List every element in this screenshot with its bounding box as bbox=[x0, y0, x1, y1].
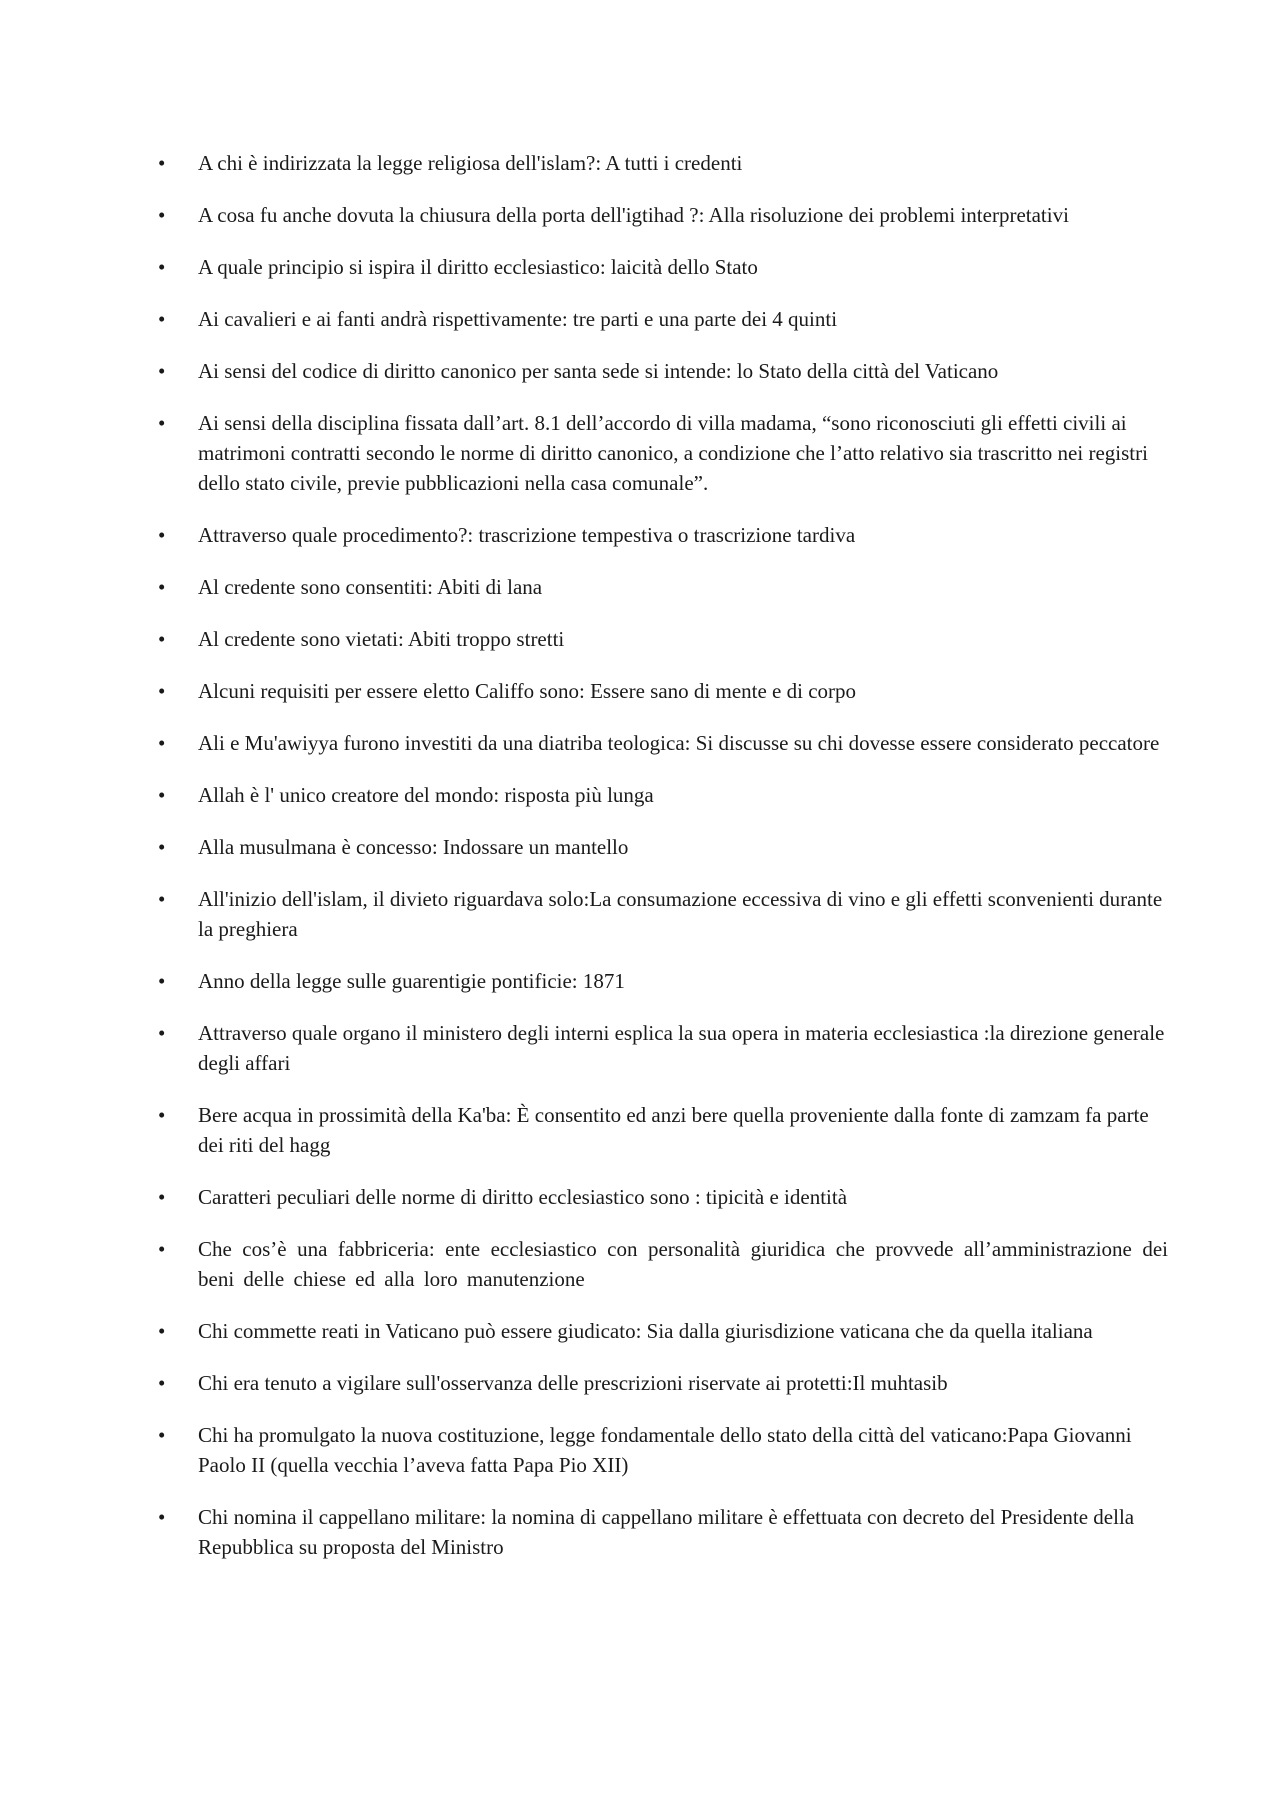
list-item bbox=[158, 1018, 1168, 1078]
list-item-text: Chi commette reati in Vaticano può essere giudicato: Sia dalla giurisdizione vaticana che da quella italiana bbox=[198, 1319, 1093, 1343]
bullet-icon: • bbox=[158, 1021, 166, 1045]
list-item bbox=[158, 408, 1168, 498]
list-item-text: A quale principio si ispira il diritto ecclesiastico: laicità dello Stato bbox=[198, 255, 758, 279]
bullet-icon: • bbox=[158, 887, 166, 911]
bullet-icon: • bbox=[158, 1423, 166, 1447]
list-item bbox=[158, 1182, 1168, 1212]
list-item bbox=[158, 1420, 1168, 1480]
list-item-text: Al credente sono consentiti: Abiti di lana bbox=[198, 575, 543, 599]
bullet-icon: • bbox=[158, 411, 166, 435]
list-item-text: Chi era tenuto a vigilare sull'osservanza delle prescrizioni riservate ai protetti:Il muhtasib bbox=[198, 1371, 948, 1395]
list-item bbox=[158, 200, 1168, 230]
list-item-text: Bere acqua in prossimità della Ka'ba: È consentito ed anzi bere quella proveniente dalla fonte di zamzam fa parte dei riti del hagg bbox=[198, 1103, 1149, 1157]
bullet-icon: • bbox=[158, 359, 166, 383]
list-item-text: All'inizio dell'islam, il divieto riguardava solo:La consumazione eccessiva di vino e gli effetti sconvenienti durante la preghiera bbox=[198, 887, 1163, 941]
bullet-icon: • bbox=[158, 731, 166, 755]
list-item bbox=[158, 966, 1168, 996]
bullet-icon: • bbox=[158, 1103, 166, 1127]
list-item bbox=[158, 624, 1168, 654]
bullet-icon: • bbox=[158, 783, 166, 807]
bullet-icon: • bbox=[158, 1319, 166, 1343]
bullet-icon: • bbox=[158, 969, 166, 993]
list-item bbox=[158, 1316, 1168, 1346]
bullet-list bbox=[158, 148, 1168, 1584]
list-item-text: Chi nomina il cappellano militare: la nomina di cappellano militare è effettuata con decreto del Presidente della Repubblica su proposta del Ministro bbox=[198, 1505, 1135, 1559]
bullet-icon: • bbox=[158, 679, 166, 703]
list-item-text: Al credente sono vietati: Abiti troppo stretti bbox=[198, 627, 565, 651]
list-item-text: Alla musulmana è concesso: Indossare un mantello bbox=[198, 835, 629, 859]
bullet-icon: • bbox=[158, 1237, 166, 1261]
bullet-icon: • bbox=[158, 1505, 166, 1529]
bullet-icon: • bbox=[158, 835, 166, 859]
list-item bbox=[158, 728, 1168, 758]
list-item-text: Ai cavalieri e ai fanti andrà rispettivamente: tre parti e una parte dei 4 quinti bbox=[198, 307, 838, 331]
list-item-text: Ai sensi della disciplina fissata dall’art. 8.1 dell’accordo di villa madama, “sono riconosciuti gli effetti civili ai matrimoni contratti secondo le norme di diritto canonico, a condizione che l’atto relativo sia trascritto nei registri dello stato civile, previe pubblicazioni nella casa comunale”. bbox=[198, 411, 1148, 495]
list-item bbox=[158, 356, 1168, 386]
list-item bbox=[158, 884, 1168, 944]
list-item-text: Allah è l' unico creatore del mondo: risposta più lunga bbox=[198, 783, 654, 807]
list-item bbox=[158, 148, 1168, 178]
list-item bbox=[158, 304, 1168, 334]
bullet-icon: • bbox=[158, 255, 166, 279]
list-item-text: A chi è indirizzata la legge religiosa dell'islam?: A tutti i credenti bbox=[198, 151, 743, 175]
list-item-text: Caratteri peculiari delle norme di diritto ecclesiastico sono : tipicità e identità bbox=[198, 1185, 848, 1209]
list-item-text: Chi ha promulgato la nuova costituzione, legge fondamentale dello stato della città del vaticano:Papa Giovanni Paolo II (quella vecchia l’aveva fatta Papa Pio XII) bbox=[198, 1423, 1132, 1477]
list-item-text: Anno della legge sulle guarentigie pontificie: 1871 bbox=[198, 969, 625, 993]
bullet-icon: • bbox=[158, 1371, 166, 1395]
list-item-text: Che cos’è una fabbriceria: ente ecclesiastico con personalità giuridica che provvede all’amministrazione dei beni delle chiese ed alla loro manutenzione bbox=[198, 1237, 1168, 1291]
bullet-icon: • bbox=[158, 627, 166, 651]
list-item bbox=[158, 252, 1168, 282]
list-item bbox=[158, 1100, 1168, 1160]
bullet-icon: • bbox=[158, 575, 166, 599]
list-item bbox=[158, 520, 1168, 550]
list-item-text: Ai sensi del codice di diritto canonico per santa sede si intende: lo Stato della città del Vaticano bbox=[198, 359, 999, 383]
list-item bbox=[158, 780, 1168, 810]
bullet-icon: • bbox=[158, 307, 166, 331]
list-item bbox=[158, 572, 1168, 602]
list-item-text: Attraverso quale organo il ministero degli interni esplica la sua opera in materia ecclesiastica :la direzione generale degli affari bbox=[198, 1021, 1165, 1075]
list-item-text: Alcuni requisiti per essere eletto Califfo sono: Essere sano di mente e di corpo bbox=[198, 679, 857, 703]
list-item-text: A cosa fu anche dovuta la chiusura della porta dell'igtihad ?: Alla risoluzione dei problemi interpretativi bbox=[198, 203, 1069, 227]
bullet-icon: • bbox=[158, 151, 166, 175]
list-item bbox=[158, 1234, 1168, 1294]
bullet-icon: • bbox=[158, 203, 166, 227]
bullet-icon: • bbox=[158, 1185, 166, 1209]
list-item-text: Ali e Mu'awiyya furono investiti da una diatriba teologica: Si discusse su chi dovesse essere considerato peccatore bbox=[198, 731, 1160, 755]
list-item bbox=[158, 832, 1168, 862]
bullet-icon: • bbox=[158, 523, 166, 547]
list-item bbox=[158, 676, 1168, 706]
list-item bbox=[158, 1368, 1168, 1398]
list-item bbox=[158, 1502, 1168, 1562]
list-item-text: Attraverso quale procedimento?: trascrizione tempestiva o trascrizione tardiva bbox=[198, 523, 856, 547]
